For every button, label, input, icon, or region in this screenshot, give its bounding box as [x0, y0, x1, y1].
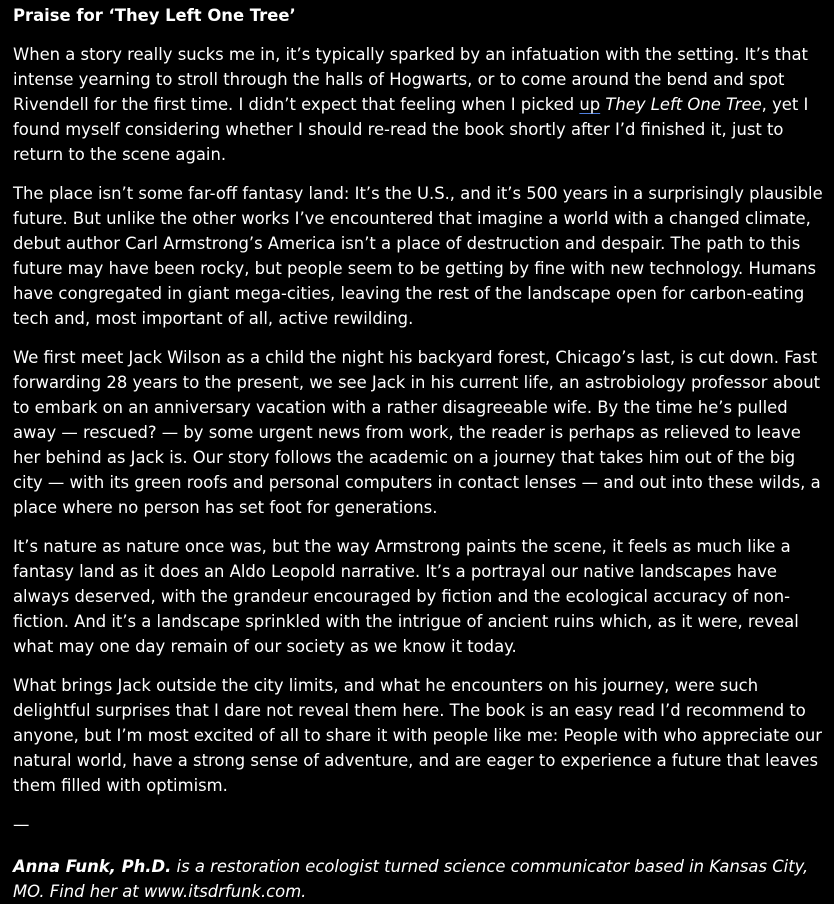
paragraph-5: What brings Jack outside the city limits, and what he encounters on his journey, were such delightful surprises that I dare not reveal them here. The book is an easy read I’d recommend to anyone, but I’m most excited of all to share it with people like me: People with who appreciate our natural world, have a strong sense of adventure, and are eager to experience a future that leaves them filled with optimism.: [13, 676, 822, 795]
author-bio: [13, 854, 824, 904]
separator-dash: —: [13, 815, 30, 834]
paragraph-4: It’s nature as nature once was, but the way Armstrong paints the scene, it feels as much like a fantasy land as it does an Aldo Leopold narrative. It’s a portrayal our native landscapes have always deserved, with the grandeur encouraged by fiction and the ecological accuracy of non-fiction. And it’s a landscape sprinkled with the intrigue of ancient ruins which, as it were, reveal what may one day remain of our society as we know it today.: [13, 537, 799, 656]
book-title: They Left One Tree: [605, 95, 762, 114]
paragraph-2: The place isn’t some far-off fantasy land: It’s the U.S., and it’s 500 years in a surprisingly plausible future. But unlike the other works I’ve encountered that imagine a world with a changed climate, debut author Carl Armstrong’s America isn’t a place of destruction and despair. The path to this future may have been rocky, but people seem to be getting by fine with new technology. Humans have congregated in giant mega-cities, leaving the rest of the landscape open for carbon-eating tech and, most important of all, active rewilding.: [13, 184, 823, 328]
paragraph-3: We first meet Jack Wilson as a child the night his backyard forest, Chicago’s last, is cut down. Fast forwarding 28 years to the present, we see Jack in his current life, an astrobiology professor about to embark on an anniversary vacation with a rather disagreeable wife. By the time he’s pulled away — rescued? — by some urgent news from work, the reader is perhaps as relieved to leave her behind as Jack is. Our story follows the academic on a journey that takes him out of the big city — with its green roofs and personal computers in contact lenses — and out into these wilds, a place where no person has set foot for generations.: [13, 348, 821, 517]
document-title: Praise for ‘They Left One Tree’: [13, 6, 296, 25]
author-bio-text: is a restoration ecologist turned science communicator based in Kansas City, MO. Find her at www.itsdrfunk.com.: [13, 857, 809, 901]
paragraph-1: [13, 42, 824, 167]
author-name: Anna Funk, Ph.D.: [13, 857, 172, 876]
paragraph-1-text: When a story really sucks me in, it’s typically sparked by an infatuation with the setting. It’s that intense yearning to stroll through the halls of Hogwarts, or to come around the bend and spot Rivendell for the first time. I didn’t expect that feeling when I picked: [13, 45, 808, 114]
spellcheck-underlined-word[interactable]: up: [579, 95, 601, 114]
paragraph-1-text-end: , yet I found myself considering whether I should re-read the book shortly after I’d finished it, just to return to the scene again.: [13, 95, 809, 164]
